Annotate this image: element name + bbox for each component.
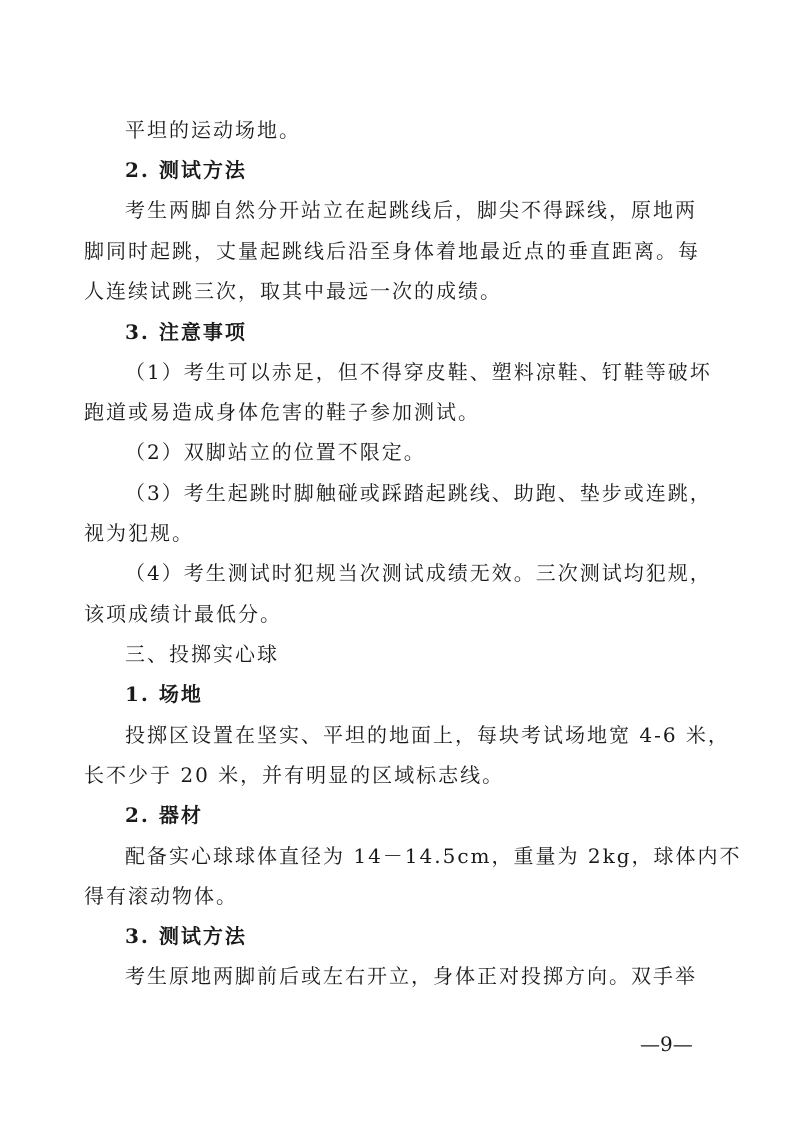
- text-line: 投掷区设置在坚实、平坦的地面上，每块考试场地宽 4-6 米，: [125, 723, 730, 747]
- text-line: 平坦的运动场地。: [125, 118, 301, 142]
- section-heading: 1. 场地: [125, 682, 203, 706]
- section-heading: 3. 测试方法: [125, 924, 247, 948]
- section-heading: 2. 测试方法: [125, 158, 247, 182]
- text-line: 脚同时起跳，丈量起跳线后沿至身体着地最近点的垂直距离。每: [84, 239, 700, 263]
- text-line: （2）双脚站立的位置不限定。: [125, 440, 426, 464]
- text-line: 得有滚动物体。: [84, 884, 238, 908]
- text-line: 配备实心球球体直径为 14－14.5cm，重量为 2kg，球体内不: [125, 844, 742, 868]
- text-line: 长不少于 20 米，并有明显的区域标志线。: [84, 763, 505, 787]
- section-heading: 2. 器材: [125, 803, 203, 827]
- text-line: （1）考生可以赤足，但不得穿皮鞋、塑料凉鞋、钉鞋等破坏: [125, 360, 712, 384]
- page-number: —9—: [640, 1032, 693, 1056]
- text-line: 考生原地两脚前后或左右开立，身体正对投掷方向。双手举: [125, 964, 697, 988]
- text-line: 考生两脚自然分开站立在起跳线后，脚尖不得踩线，原地两: [125, 198, 697, 222]
- text-line: 跑道或易造成身体危害的鞋子参加测试。: [84, 400, 480, 424]
- text-line: （3）考生起跳时脚触碰或踩踏起跳线、助跑、垫步或连跳，: [125, 481, 712, 505]
- text-line: 视为犯规。: [84, 521, 194, 545]
- section-heading: 3. 注意事项: [125, 320, 247, 344]
- text-line: 人连续试跳三次，取其中最远一次的成绩。: [84, 279, 502, 303]
- text-line: 该项成绩计最低分。: [84, 602, 282, 626]
- chapter-heading: 三、投掷实心球: [125, 642, 279, 666]
- text-line: （4）考生测试时犯规当次测试成绩无效。三次测试均犯规，: [125, 561, 712, 585]
